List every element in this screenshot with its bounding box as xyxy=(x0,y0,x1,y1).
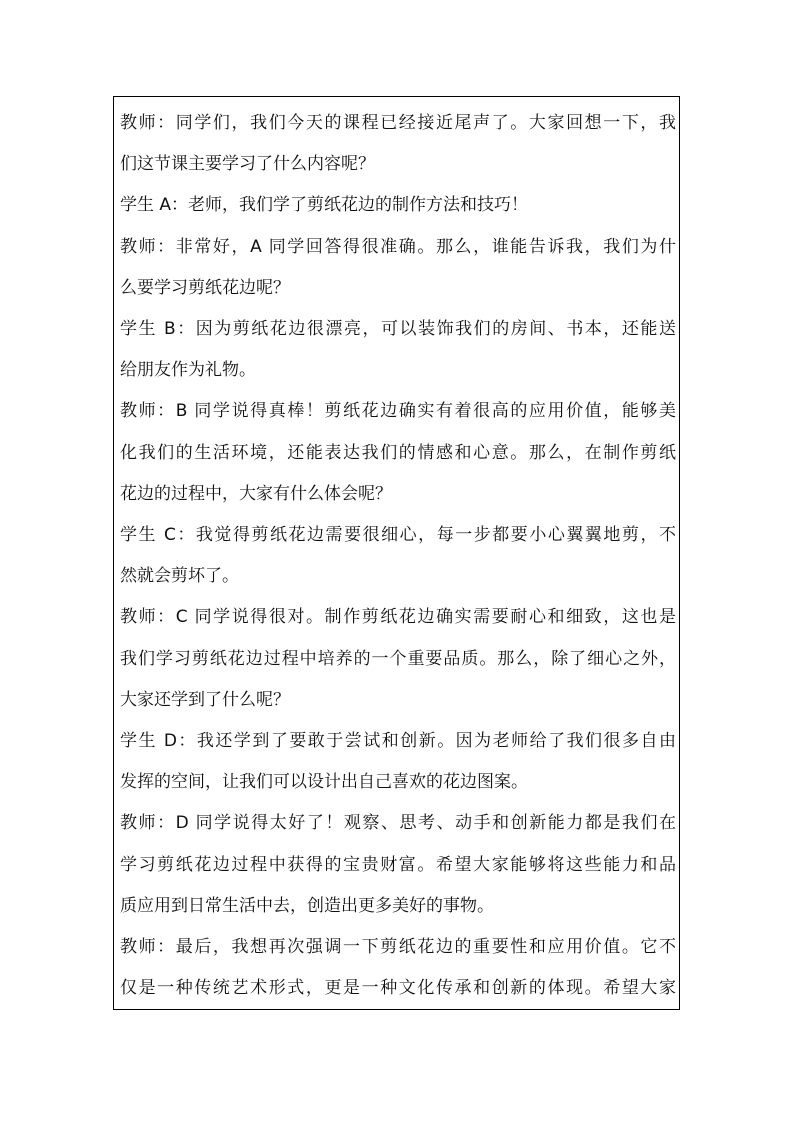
document-line: 们这节课主要学习了什么内容呢？ xyxy=(120,154,375,175)
document-line: 我们学习剪纸花边过程中培养的一个重要品质。那么，除了细心之外， xyxy=(120,648,676,669)
document-line: 教师：最后，我想再次强调一下剪纸花边的重要性和应用价值。它不 xyxy=(120,937,676,957)
document-line: 化我们的生活环境，还能表达我们的情感和心意。那么，在制作剪纸 xyxy=(120,442,676,463)
document-line: 教师：非常好，A 同学回答得很准确。那么，谁能告诉我，我们为什 xyxy=(120,236,676,257)
document-line: 学生 A：老师，我们学了剪纸花边的制作方法和技巧！ xyxy=(120,195,529,216)
document-line: 么要学习剪纸花边呢？ xyxy=(120,277,290,298)
document-line: 质应用到日常生活中去，创造出更多美好的事物。 xyxy=(120,895,494,916)
document-line: 教师：B 同学说得真棒！剪纸花边确实有着很高的应用价值，能够美 xyxy=(120,401,676,422)
document-line: 学生 D：我还学到了要敢于尝试和创新。因为老师给了我们很多自由 xyxy=(120,731,676,751)
document-line: 学生 B：因为剪纸花边很漂亮，可以装饰我们的房间、书本，还能送 xyxy=(120,319,676,339)
document-line: 仅是一种传统艺术形式，更是一种文化传承和创新的体现。希望大家 xyxy=(120,978,676,999)
document-line: 学习剪纸花边过程中获得的宝贵财富。希望大家能够将这些能力和品 xyxy=(120,854,676,875)
document-line: 给朋友作为礼物。 xyxy=(120,360,256,381)
document-line: 教师：D 同学说得太好了！观察、思考、动手和创新能力都是我们在 xyxy=(120,813,676,834)
document-line: 大家还学到了什么呢？ xyxy=(120,689,290,710)
dialogue-table-cell xyxy=(113,96,680,1010)
document-line: 教师：C 同学说得很对。制作剪纸花边确实需要耐心和细致，这也是 xyxy=(120,607,676,628)
document-line: 花边的过程中，大家有什么体会呢？ xyxy=(120,483,392,504)
document-line: 发挥的空间，让我们可以设计出自己喜欢的花边图案。 xyxy=(120,772,528,793)
document-line: 学生 C：我觉得剪纸花边需要很细心，每一步都要小心翼翼地剪，不 xyxy=(120,525,676,545)
document-line: 然就会剪坏了。 xyxy=(120,566,239,587)
document-line: 教师：同学们，我们今天的课程已经接近尾声了。大家回想一下，我 xyxy=(120,113,676,133)
